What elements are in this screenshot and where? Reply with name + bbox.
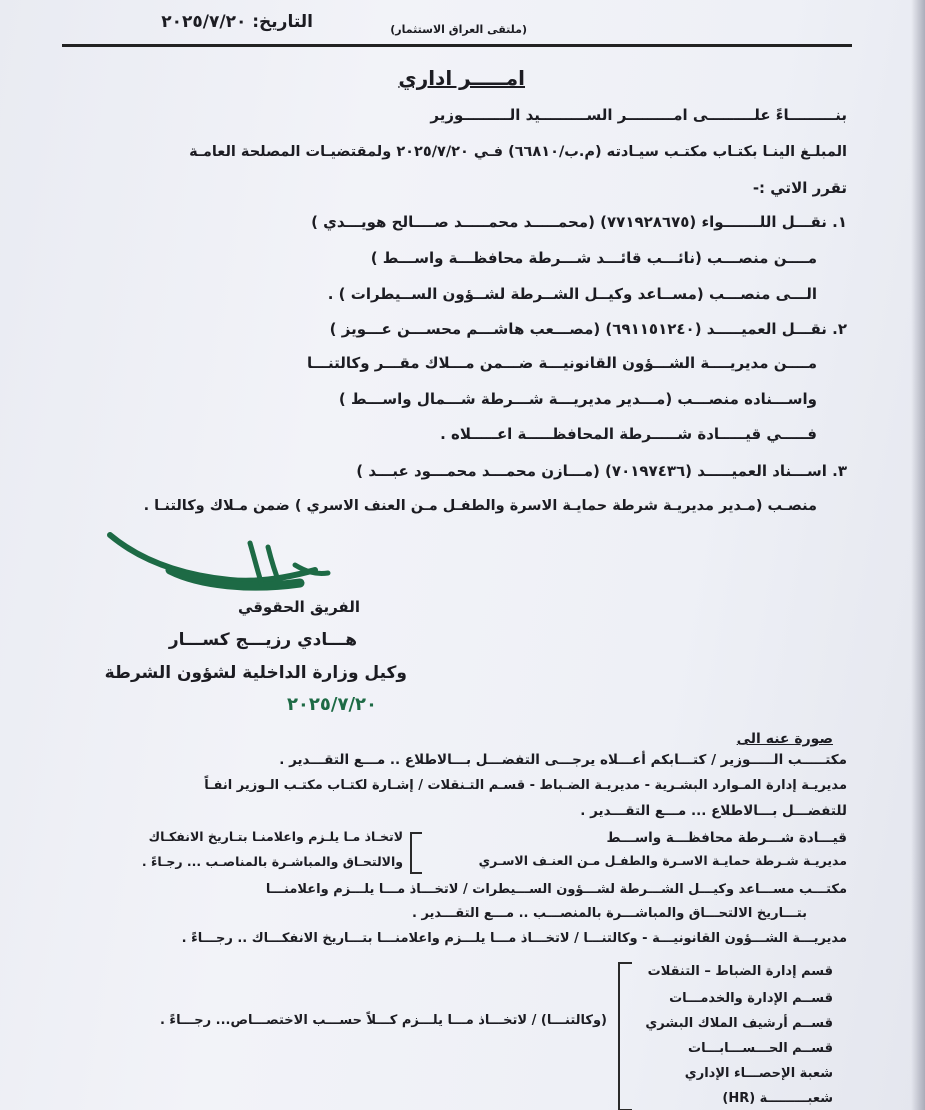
item-1-line-1: ١. نقـــل اللـــــــواء (٧٧١٩٢٨٦٧٥) (محمـــــد محمـــــد صــــالح هويـــدي ) bbox=[311, 213, 847, 231]
copy-line-2: مديريـة إدارة المـوارد البشـرية - مديريـة الضـباط - قسـم التـنقلات / إشـارة لكتـاب مكتـب الـوزير انفـاً bbox=[204, 778, 847, 793]
page-edge-shadow bbox=[911, 0, 925, 1110]
header-divider bbox=[62, 44, 852, 47]
item-3-line-2: منصـب (مـدير مديريـة شرطة حمايـة الاسرة والطفـل مـن العنف الاسري ) ضمن مـلاك وكالتنـا . bbox=[143, 498, 817, 514]
item-2-line-3: واســـناده منصـــب (مـــدير مديريـــة شـــرطة شـــمال واســـط ) bbox=[338, 390, 817, 408]
copy-line-11: (وكالتنـــا) / لاتخـــاذ مـــا يلـــزم كـــلاً حســـب الاختصـــاص... رجـــاءً . bbox=[159, 1013, 607, 1028]
copy-line-9: بتـــاريخ الالتحـــاق والمباشـــرة بالمنصـــب .. مـــع التقـــدير . bbox=[412, 906, 807, 921]
intro-line-1: بنـــــــــاءً علـــــــــى امـــــــــر الســـــــــيد الـــــــــوزير bbox=[430, 106, 847, 124]
item-3-line-1: ٣. اســـناد العميـــــد (٧٠١٩٧٤٣٦) (مـــازن محمـــد محمـــود عبـــد ) bbox=[356, 462, 847, 480]
copy-line-3: للتفضـــل بـــالاطلاع ... مـــع التقـــدير . bbox=[580, 803, 847, 819]
item-1-line-3: الـــى منصـــب (مســاعد وكيــل الشــرطة لشــؤون الســيطرات ) . bbox=[327, 285, 817, 303]
copy-dept-2: قســم الإدارة والخدمـــات bbox=[669, 991, 833, 1006]
copy-dept-5: شعبة الإحصـــاء الإداري bbox=[684, 1066, 833, 1081]
copies-heading: صورة عنه الى bbox=[736, 731, 833, 747]
copy-dept-6: شعبـــــــــة (HR) bbox=[722, 1091, 833, 1106]
copy-brace-2 bbox=[618, 962, 632, 1110]
signature-date: ٢٠٢٥/٧/٢٠ bbox=[286, 694, 377, 715]
copy-line-4: قيـــادة شـــرطة محافظـــة واســـط bbox=[606, 830, 847, 846]
copy-line-1: مكتـــــب الـــــوزير / كتـــابكم أعـــلاه يرجـــى التفضـــل بـــالاطلاع .. مـــع التقـــدير . bbox=[279, 752, 847, 768]
item-2-line-2: مــــن مديريــــة الشـــؤون القانونيـــة ضـــمن مـــلاك مقـــر وكالتنـــا bbox=[306, 354, 817, 372]
document-title: امـــــر اداري bbox=[398, 66, 525, 90]
item-2-line-1: ٢. نقـــل العميـــــد (٦٩١١٥١٢٤٠) (مصـــعب هاشـــم محســـن عـــويز ) bbox=[329, 320, 847, 338]
intro-line-3: تقرر الاتي :- bbox=[752, 179, 847, 197]
copy-brace-1 bbox=[410, 832, 422, 874]
signature-scribble bbox=[100, 525, 340, 605]
header-stamp: (ملتقى العراق الاستثمار) bbox=[390, 23, 527, 36]
copy-line-5: مديريـة شـرطة حمايـة الاسـرة والطفـل مـن العنـف الاسـري bbox=[478, 853, 847, 868]
item-1-line-2: مــــن منصـــب (نائـــب قائـــد شـــرطة محافظـــة واســـط ) bbox=[370, 249, 817, 267]
copy-line-10: مديريـــة الشـــؤون القانونيـــة - وكالتنـــا / لاتخـــاذ مـــا يلـــزم واعلامنـــا بتـــاريخ الانفكـــاك .. رجـــاءً . bbox=[181, 931, 847, 946]
copy-dept-1: قسم إدارة الضباط – التنقلات bbox=[647, 964, 833, 979]
copy-dept-3: قســم أرشيف الملاك البشري bbox=[645, 1016, 833, 1031]
intro-line-2: المبلـغ الينـا بكتـاب مكتـب سيـادته (م.ب/٦٦٨١٠) فـي ٢٠٢٥/٧/٢٠ ولمقتضيـات المصلحة العامـة bbox=[189, 144, 847, 160]
signature-rank: الفريق الحقوقي bbox=[237, 598, 360, 616]
item-2-line-4: فـــــي قيـــــادة شـــــرطة المحافظـــــة اعـــــلاه . bbox=[440, 425, 817, 443]
header-date: التاريخ: ٢٠٢٥/٧/٢٠ bbox=[161, 12, 313, 32]
signature-name: هـــادي رزيـــج كســـار bbox=[168, 630, 357, 650]
copy-dept-4: قســم الحـــســـابـــات bbox=[688, 1041, 833, 1056]
signature-position: وكيل وزارة الداخلية لشؤون الشرطة bbox=[104, 663, 407, 683]
copy-line-6: لاتخـاذ مـا يلـزم واعلامنـا بتـاريخ الانفكـاك bbox=[148, 829, 403, 844]
copy-line-7: والالتحـاق والمباشـرة بالمناصـب ... رجـاءً . bbox=[141, 854, 403, 869]
copy-line-8: مكتـــب مســـاعد وكيـــل الشـــرطة لشـــؤون الســـيطرات / لاتخـــاذ مـــا يلـــزم واعلامنـــا bbox=[265, 882, 847, 897]
